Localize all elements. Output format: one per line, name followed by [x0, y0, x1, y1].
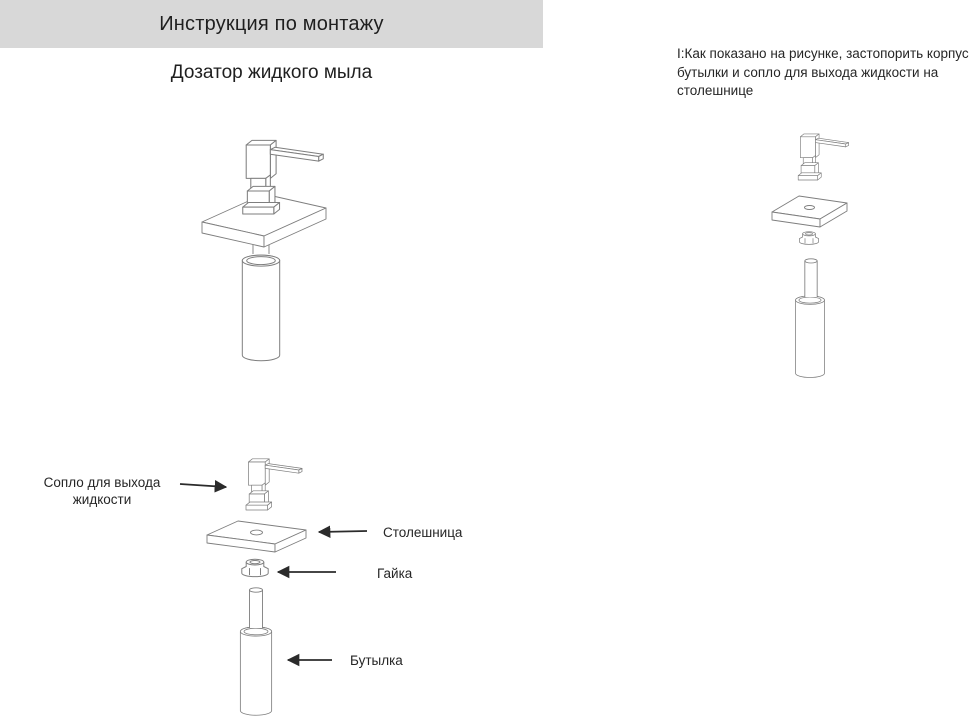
label-nut: Гайка: [377, 566, 413, 581]
label-nozzle: Сопло для выхода жидкости: [43, 475, 161, 507]
figure-exploded-dispenser: [772, 134, 849, 378]
nozzle-arrow: [180, 484, 226, 487]
instruction-note-line: столешнице: [677, 83, 754, 98]
label-bottle: Бутылка: [350, 653, 403, 668]
labeled-countertop-slab: [207, 521, 306, 552]
callout-arrows: [180, 484, 367, 660]
product-subtitle: Дозатор жидкого мыла: [170, 62, 373, 83]
instruction-note-line: I:Как показано на рисунке, застопорить корпус: [677, 46, 969, 61]
page-title: Инструкция по монтажу: [159, 12, 384, 35]
countertop-arrow: [319, 531, 367, 532]
label-countertop: Столешница: [383, 525, 463, 540]
figure-assembled-dispenser: [202, 140, 326, 360]
figure-exploded-dispenser-labeled: [180, 459, 367, 715]
instruction-note-line: бутылки и сопло для выхода жидкости на: [677, 64, 939, 80]
exploded-countertop-slab: [772, 196, 847, 227]
